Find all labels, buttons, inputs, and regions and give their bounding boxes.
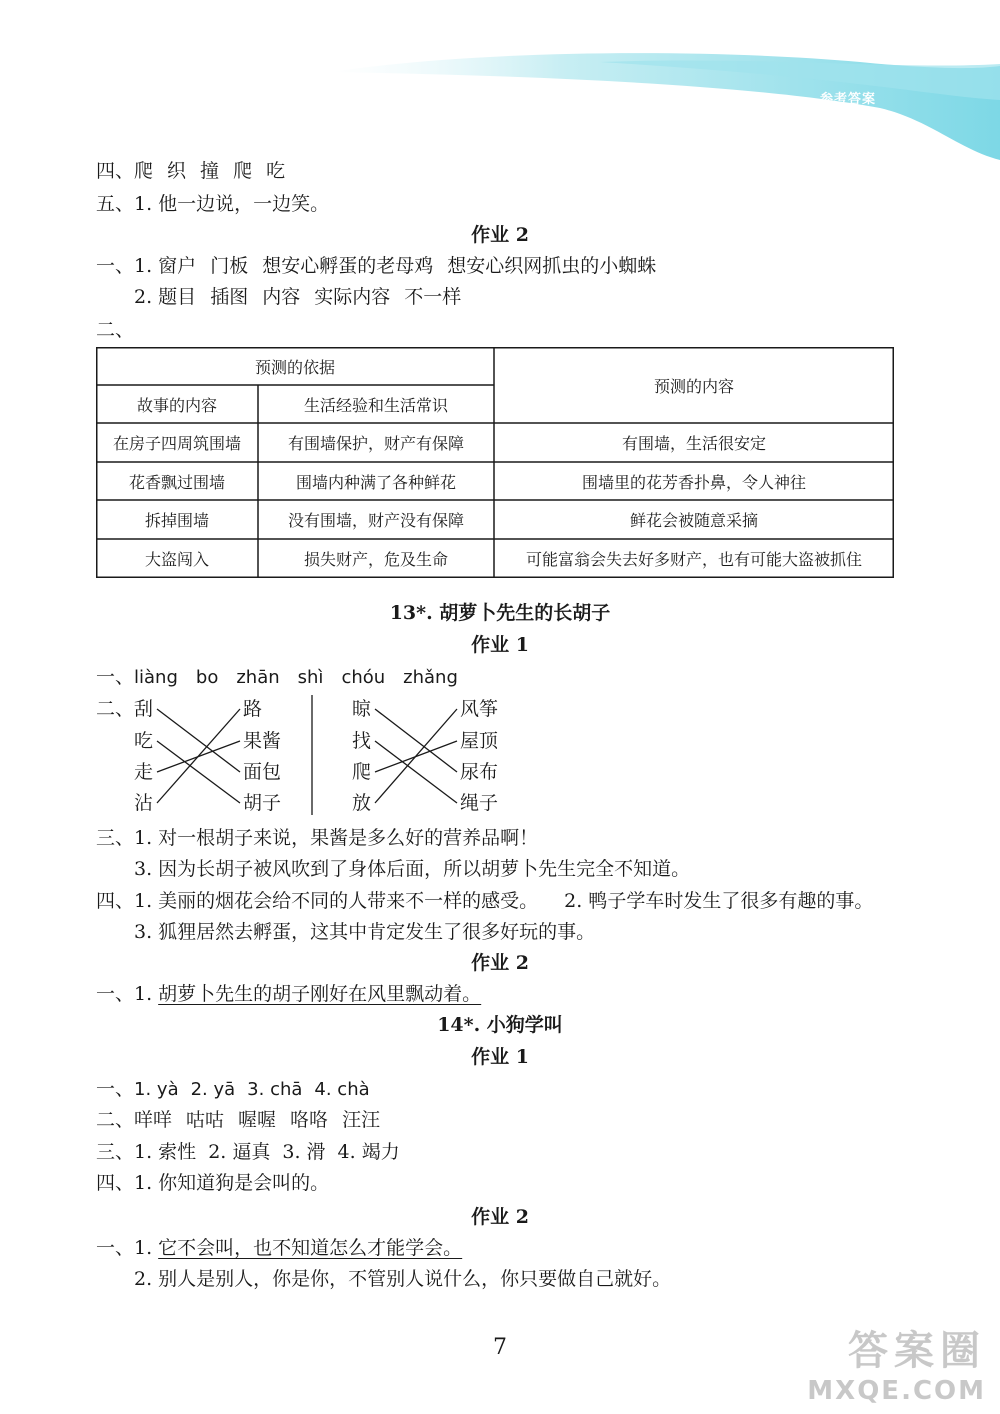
watermark-url: MXQE.COM (807, 1376, 986, 1406)
section-heading: 作业 2 (471, 1206, 529, 1228)
table-cell: 围墙内种满了各种鲜花 (295, 472, 456, 492)
hw2-q1-line2 (134, 285, 461, 309)
answer-item: 窗户 (158, 255, 197, 277)
section-heading: 作业 2 (471, 224, 529, 246)
q4-answer-2: 2. 鸭子学车时发生了很多有趣的事。 (564, 890, 874, 912)
lesson13-hw2-answer (96, 982, 481, 1006)
q4-answer-3: 3. 狐狸居然去孵蛋，这其中肯定发生了很多好玩的事。 (134, 921, 596, 943)
pinyin: liàng (134, 667, 178, 688)
match-line (157, 741, 240, 803)
answer-item: 1. 索性 (134, 1141, 197, 1163)
pinyin: zhǎng (403, 667, 458, 688)
match-word: 吃 (134, 730, 154, 752)
answer-item: 内容 (262, 286, 301, 308)
pinyin: bo (195, 667, 219, 688)
match-line (375, 741, 457, 772)
answer-item: 喔喔 (238, 1109, 277, 1131)
section-heading: 作业 1 (471, 634, 529, 656)
match-word: 路 (243, 698, 263, 720)
lesson14-q1 (96, 1077, 370, 1102)
subheader-life: 生活经验和生活常识 (303, 395, 448, 415)
match-line (375, 741, 457, 803)
answer-item: 门板 (210, 255, 249, 277)
table-cell: 鲜花会被随意采摘 (629, 511, 758, 530)
table-cell: 花香飘过围墙 (128, 472, 225, 492)
match-word: 放 (352, 792, 372, 814)
pinyin-answer: 3. chā (247, 1079, 303, 1100)
match-word: 爬 (352, 761, 372, 783)
match-line (375, 709, 457, 772)
match-word: 晾 (352, 698, 372, 720)
answer-line-4 (96, 159, 285, 183)
watermark (807, 1319, 986, 1406)
table-cell: 围墙里的花芳香扑鼻，令人神往 (581, 472, 806, 492)
answer-item: 咯咯 (290, 1109, 329, 1131)
prediction-table (96, 347, 894, 578)
match-word: 刮 (134, 698, 154, 720)
prefix: 三、 (96, 1141, 135, 1163)
answer-item: 2. 逼真 (208, 1141, 271, 1163)
table-cell: 拆掉围墙 (144, 511, 209, 530)
lesson14-q3 (96, 1140, 400, 1164)
banner-swoosh (0, 0, 1000, 170)
header-content: 预测的内容 (653, 376, 734, 396)
pinyin: chóu (341, 667, 386, 688)
prefix: 一、1. (96, 1237, 159, 1259)
word: 织 (167, 160, 187, 182)
word: 吃 (266, 160, 286, 182)
pinyin-answer: 2. yā (190, 1079, 236, 1100)
q4-answers-line1 (96, 889, 873, 913)
lesson-13-title: 13*. 胡萝卜先生的长胡子 (389, 602, 611, 624)
word: 撞 (200, 160, 220, 182)
q4-answer-1: 四、1. 美丽的烟花会给不同的人带来不一样的感受。 (96, 890, 539, 912)
subheader-story: 故事的内容 (136, 395, 217, 415)
table-cell: 有围墙保护，财产有保障 (287, 434, 464, 453)
match-word: 尿布 (460, 761, 499, 783)
pinyin: zhān (236, 667, 280, 688)
table-cell: 有围墙，生活很安定 (621, 434, 766, 453)
section-heading: 作业 1 (471, 1046, 529, 1068)
prefix: 一、1. (96, 255, 159, 277)
match-word: 找 (352, 730, 372, 752)
match-word: 屋顶 (460, 730, 499, 752)
match-word: 面包 (243, 761, 282, 783)
table-cell: 损失财产，危及生命 (303, 550, 448, 569)
lesson-14-title: 14*. 小狗学叫 (437, 1014, 563, 1036)
prefix: 一、 (96, 666, 135, 688)
answer-item: 咕咕 (186, 1109, 225, 1131)
match-line (157, 741, 240, 772)
pinyin-answer: 4. chà (314, 1079, 370, 1100)
hw2-q2-prefix: 二、 (96, 319, 135, 341)
pinyin-line (96, 665, 458, 690)
table-cell: 可能富翁会失去好多财产，也有可能大盗被抓住 (525, 550, 862, 569)
answer-line-5: 五、1. 他一边说，一边笑。 (96, 193, 330, 215)
pinyin: shì (297, 667, 324, 688)
page-number: 7 (493, 1335, 507, 1360)
q2-prefix: 二、 (96, 698, 135, 720)
match-word: 胡子 (243, 792, 282, 814)
q3-answer-3: 3. 因为长胡子被风吹到了身体后面，所以胡萝卜先生完全不知道。 (134, 858, 691, 880)
table-cell: 在房子四周筑围墙 (112, 434, 241, 453)
answer-item: 插图 (210, 286, 249, 308)
lesson14-q4: 四、1. 你知道狗是会叫的。 (96, 1172, 330, 1194)
underlined-answer: 胡萝卜先生的胡子刚好在风里飘动着。 (158, 983, 482, 1005)
match-line (375, 709, 457, 803)
answer-item: 不一样 (404, 286, 462, 308)
header-basis: 预测的依据 (254, 357, 335, 377)
match-line (157, 709, 240, 803)
answer-item: 4. 竭力 (337, 1141, 400, 1163)
prefix: 四、 (96, 160, 135, 182)
prefix: 一、1. (96, 983, 159, 1005)
prefix: 2. (134, 286, 159, 308)
match-word: 果酱 (243, 730, 282, 752)
answer-item: 实际内容 (314, 286, 391, 308)
prefix: 二、 (96, 1109, 135, 1131)
table-cell: 没有围墙，财产没有保障 (287, 511, 464, 530)
section-heading: 作业 2 (471, 952, 529, 974)
answer-item: 想安心孵蛋的老母鸡 (262, 255, 434, 277)
match-word: 沾 (134, 792, 154, 814)
header-label: 参考答案 (820, 92, 877, 107)
answer-item: 3. 滑 (282, 1141, 326, 1163)
answer-item: 汪汪 (342, 1109, 381, 1131)
q3-answer-1: 三、1. 对一根胡子来说，果酱是多么好的营养品啊！ (96, 827, 539, 849)
word: 爬 (134, 160, 154, 182)
lesson14-hw2-answer2: 2. 别人是别人，你是你，不管别人说什么，你只要做自己就好。 (134, 1268, 672, 1290)
hw2-q1-line1 (96, 254, 656, 278)
lesson14-q2 (96, 1108, 380, 1132)
answer-item: 题目 (158, 286, 197, 308)
underlined-answer: 它不会叫，也不知道怎么才能学会。 (158, 1237, 463, 1259)
prefix: 一、 (96, 1078, 135, 1100)
watermark-logo: 答案圈 (848, 1328, 986, 1374)
match-word: 走 (134, 761, 154, 783)
table-cell: 大盗闯入 (144, 550, 209, 569)
word: 爬 (233, 160, 253, 182)
match-word: 风筝 (460, 698, 499, 720)
match-line (157, 709, 240, 772)
answer-item: 咩咩 (134, 1109, 173, 1131)
answer-item: 想安心织网抓虫的小蜘蛛 (447, 255, 657, 277)
lesson14-hw2-answer1 (96, 1236, 462, 1260)
match-word: 绳子 (460, 792, 499, 814)
pinyin-answer: 1. yà (134, 1079, 179, 1100)
